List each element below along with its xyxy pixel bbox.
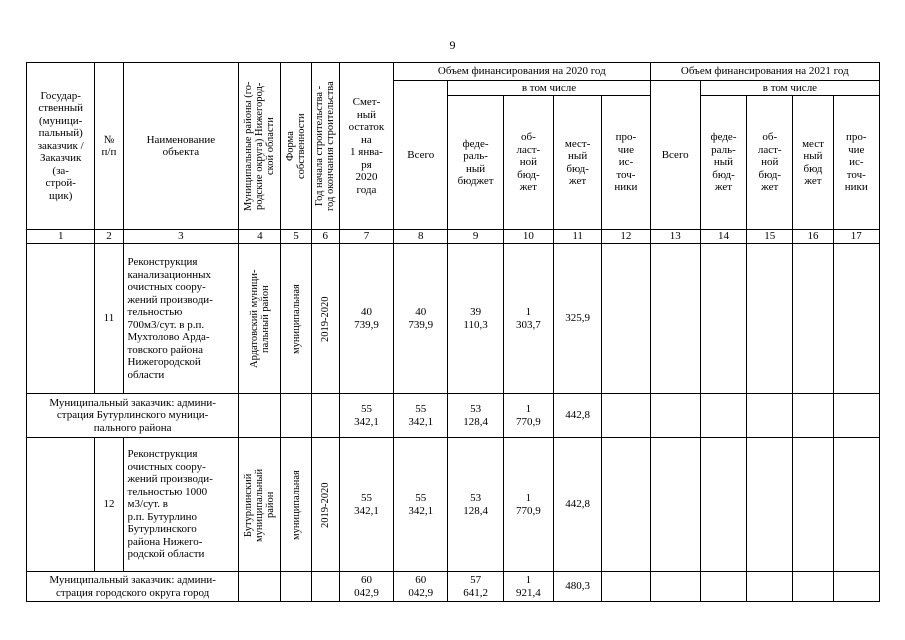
district: Бутурлинский муниципальный район (239, 438, 281, 572)
balance: 60 042,9 (339, 572, 393, 602)
header-years: Год начала строительства - год окончания строительства (311, 63, 339, 230)
balance: 55 342,1 (339, 438, 393, 572)
col-number: 12 (602, 230, 650, 244)
cell-empty (700, 572, 746, 602)
cell-empty (602, 438, 650, 572)
page-number: 9 (449, 38, 456, 52)
col-number: 9 (448, 230, 503, 244)
total-2020: 55 342,1 (394, 438, 448, 572)
total-2020: 55 342,1 (394, 394, 448, 438)
header-fin2021: Объем финансирования на 2021 год (650, 63, 879, 81)
cell-empty (747, 394, 793, 438)
ownership: муниципальная (281, 244, 311, 394)
header-num: № п/п (95, 63, 123, 230)
header-local-2021: мест ный бюд жет (793, 96, 833, 230)
col-number: 17 (833, 230, 879, 244)
header-regional-2020: об- ласт- ной бюд- жет (503, 96, 553, 230)
cell-empty (833, 244, 879, 394)
col-number: 6 (311, 230, 339, 244)
regional-2020: 1 921,4 (503, 572, 553, 602)
header-ownership: Форма собственности (281, 63, 311, 230)
col-number: 1 (27, 230, 95, 244)
cell-empty (602, 394, 650, 438)
cell-empty (793, 394, 833, 438)
header-federal-2021: феде- раль- ный бюд- жет (700, 96, 746, 230)
header-object-name: Наименование объекта (123, 63, 239, 230)
regional-2020: 1 303,7 (503, 244, 553, 394)
total-2020: 60 042,9 (394, 572, 448, 602)
column-numbers-row (27, 230, 880, 244)
cell-empty (650, 438, 700, 572)
header-fin2020: Объем финансирования на 2020 год (394, 63, 650, 81)
cell-empty (747, 572, 793, 602)
cell-empty (747, 438, 793, 572)
federal-2020: 53 128,4 (448, 394, 503, 438)
col-number: 14 (700, 230, 746, 244)
customer-label: Муниципальный заказчик: админи- страция Бутурлинского муници- пального района (27, 394, 239, 438)
header-incl-2020: в том числе (448, 81, 650, 96)
financing-table (26, 62, 880, 602)
local-2020: 442,8 (554, 438, 602, 572)
years: 2019-2020 (311, 438, 339, 572)
table-row (27, 244, 880, 394)
cell-empty (27, 438, 95, 572)
cell-empty (793, 438, 833, 572)
cell-empty (239, 572, 281, 602)
col-number: 16 (793, 230, 833, 244)
col-number: 5 (281, 230, 311, 244)
header-customer: Государ- ственный (муници- пальный) заказчик / Заказчик (за- строй- щик) (27, 63, 95, 230)
cell-empty (833, 394, 879, 438)
cell-empty (281, 394, 311, 438)
col-number: 13 (650, 230, 700, 244)
cell-empty (239, 394, 281, 438)
cell-empty (311, 394, 339, 438)
col-number: 4 (239, 230, 281, 244)
cell-empty (747, 244, 793, 394)
cell-empty (833, 438, 879, 572)
col-number: 2 (95, 230, 123, 244)
header-total-2020: Всего (394, 81, 448, 230)
cell-empty (700, 394, 746, 438)
row-num: 12 (95, 438, 123, 572)
col-number: 15 (747, 230, 793, 244)
cell-empty (650, 572, 700, 602)
header-other-2020: про- чие ис- точ- ники (602, 96, 650, 230)
total-2020: 40 739,9 (394, 244, 448, 394)
cell-empty (700, 438, 746, 572)
district: Ардатовский муници- пальный район (239, 244, 281, 394)
header-total-2021: Всего (650, 81, 700, 230)
col-number: 3 (123, 230, 239, 244)
balance: 55 342,1 (339, 394, 393, 438)
federal-2020: 57 641,2 (448, 572, 503, 602)
local-2020: 442,8 (554, 394, 602, 438)
object-name: Реконструкция очистных соору- жений производи- тельностью 1000 м3/сут. в р.п. Бутурлино Бутурлинского района Нижего- родской области (123, 438, 239, 572)
header-districts: Муниципальные районы (го- родские округа) Нижегород- ской области (239, 63, 281, 230)
header-balance: Смет- ный остаток на 1 янва- ря 2020 года (339, 63, 393, 230)
table-row (27, 394, 880, 438)
cell-empty (602, 572, 650, 602)
col-number: 10 (503, 230, 553, 244)
cell-empty (602, 244, 650, 394)
cell-empty (27, 244, 95, 394)
ownership: муниципальная (281, 438, 311, 572)
regional-2020: 1 770,9 (503, 438, 553, 572)
cell-empty (700, 244, 746, 394)
col-number: 7 (339, 230, 393, 244)
cell-empty (650, 244, 700, 394)
balance: 40 739,9 (339, 244, 393, 394)
header-other-2021: про- чие ис- точ- ники (833, 96, 879, 230)
local-2020: 325,9 (554, 244, 602, 394)
cell-empty (793, 572, 833, 602)
header-federal-2020: феде- раль- ный бюджет (448, 96, 503, 230)
object-name: Реконструкция канализационных очистных соору- жений производи- тельностью 700м3/сут. в р.п. Мухтолово Арда- товского района Нижегородской области (123, 244, 239, 394)
years: 2019-2020 (311, 244, 339, 394)
cell-empty (311, 572, 339, 602)
col-number: 11 (554, 230, 602, 244)
cell-empty (793, 244, 833, 394)
federal-2020: 53 128,4 (448, 438, 503, 572)
table-row (27, 572, 880, 602)
cell-empty (281, 572, 311, 602)
local-2020: 480,3 (554, 572, 602, 602)
federal-2020: 39 110,3 (448, 244, 503, 394)
table-row (27, 438, 880, 572)
customer-label: Муниципальный заказчик: админи- страция городского округа город (27, 572, 239, 602)
header-local-2020: мест- ный бюд- жет (554, 96, 602, 230)
col-number: 8 (394, 230, 448, 244)
row-num: 11 (95, 244, 123, 394)
cell-empty (833, 572, 879, 602)
cell-empty (650, 394, 700, 438)
header-regional-2021: об- ласт- ной бюд- жет (747, 96, 793, 230)
regional-2020: 1 770,9 (503, 394, 553, 438)
header-incl-2021: в том числе (700, 81, 879, 96)
